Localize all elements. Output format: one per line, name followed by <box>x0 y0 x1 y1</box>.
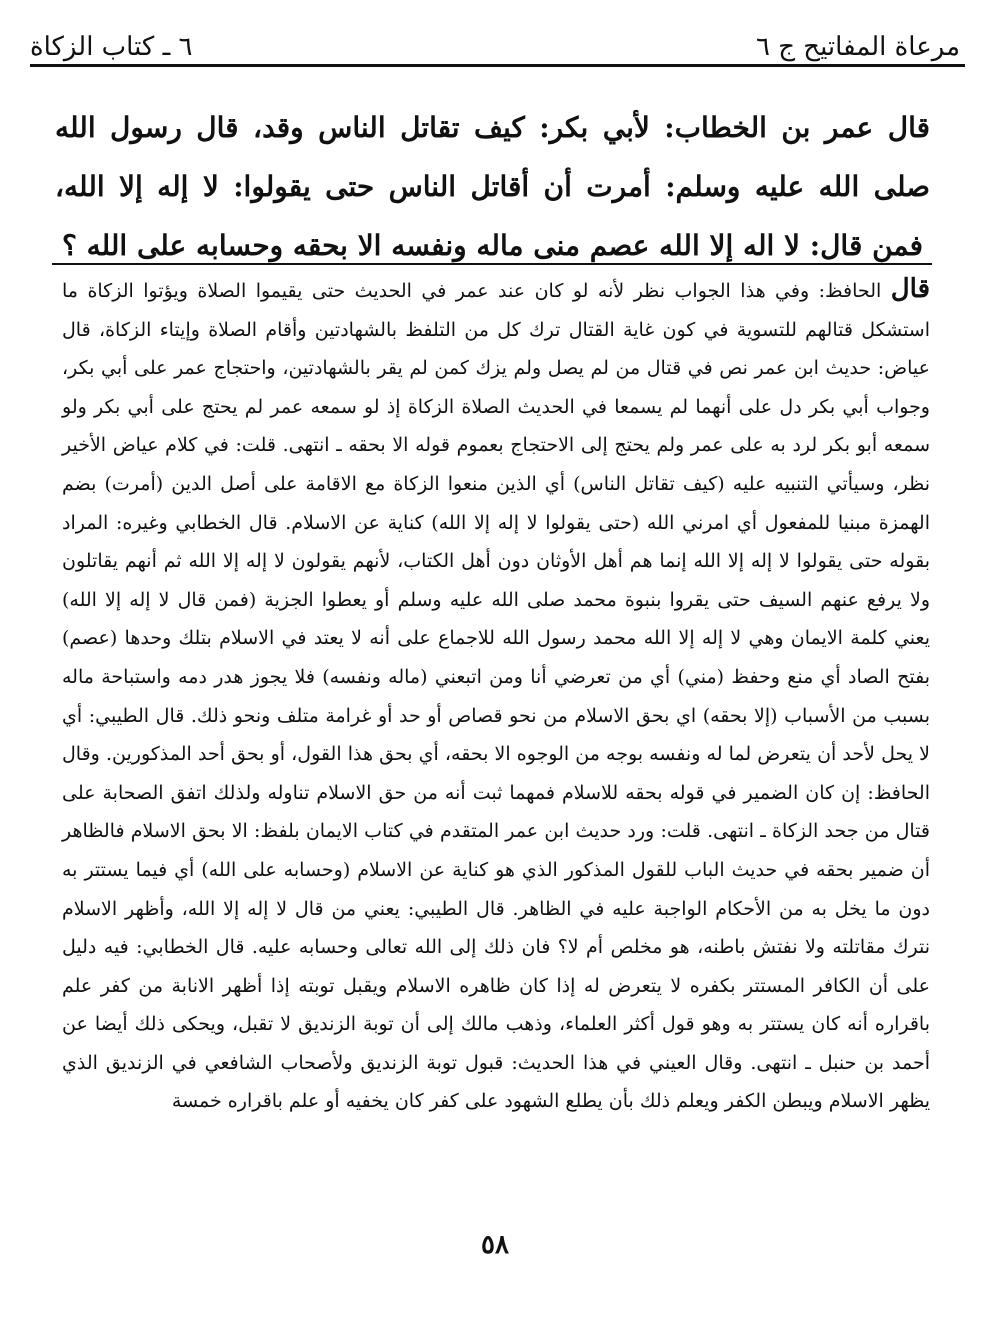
commentary-lead-word: قال <box>890 274 930 304</box>
header-book-title: مرعاة المفاتيح ج ٦ <box>756 32 960 62</box>
commentary-text <box>62 270 930 1121</box>
header-chapter-title: ٦ ـ كتاب الزكاة <box>30 32 193 62</box>
hadith-text: قال عمر بن الخطاب: لأبي بكر: كيف تقاتل الناس وقد، قال رسول الله صلى الله عليه وسلم: أمرت أن أقاتل الناس حتى يقولوا: لا إله إلا الله، فمن قال: لا اله إلا الله عصم منى ماله ونفسه الا بحقه وحسابه على الله ؟ <box>55 111 930 262</box>
section-divider <box>52 263 932 265</box>
page-number: ٥٨ <box>481 1230 509 1260</box>
page-header <box>30 14 960 60</box>
header-rule <box>30 64 965 67</box>
commentary-body: الحافظ: وفي هذا الجواب نظر لأنه لو كان عند عمر في الحديث حتى يقيموا الصلاة ويؤتوا الزكاة ما استشكل قتالهم للتسوية في كون غاية القتال ترك كل من التلفظ بالشهادتين وأقام الصلاة وإيتاء الزكاة، قال عياض: حديث ابن عمر نص في قتال من لم يصل ولم يزك كمن لم يقر بالشهادتين، واحتجاج عمر على أبي بكر، وجواب أبي بكر دل على أنهما لم يسمعا في الحديث الصلاة الزكاة إذ لو سمعه عمر لم يحتج على أبي بكر ولو سمعه أبو بكر لرد به على عمر ولم يحتج إلى الاحتجاج بعموم قوله الا بحقه ـ انتهى. قلت: في كلام عياض الأخير نظر، وسيأتي التنبيه عليه (كيف تقاتل الناس) أي الذين منعوا الزكاة مع الاقامة على أصل الدين (أمرت) بضم الهمزة مبنيا للمفعول أي امرني الله (حتى يقولوا لا إله إلا الله) كناية عن الاسلام. قال الخطابي وغيره: المراد بقوله حتى يقولوا لا إله إلا الله إنما هم أهل الأوثان دون أهل الكتاب، لأنهم يقولون لا إله إلا الله ثم أنهم يقاتلون ولا يرفع عنهم السيف حتى يقروا بنبوة محمد صلى الله عليه وسلم أو يعطوا الجزية (فمن قال لا إله إلا الله) يعني كلمة الايمان وهي لا إله إلا الله محمد رسول الله للاجماع على أنه لا يعتد في الاسلام بتلك وحدها (عصم) بفتح الصاد أي منع وحفظ (مني) أي من تعرضي أنا ومن اتبعني (ماله ونفسه) فلا يجوز هدر دمه واستباحة ماله بسبب من الأسباب (إلا بحقه) اي بحق الاسلام من نحو قصاص أو حد أو غرامة متلف ونحو ذلك. قال الطيبي: أي لا يحل لأحد أن يتعرض لما له ونفسه بوجه من الوجوه الا بحقه، أي بحق هذا القول، أو بحق أحد المذكورين. وقال الحافظ: إن كان الضمير في قوله بحقه للاسلام فمهما ثبت أنه من حق الاسلام تناوله ولذلك اتفق الصحابة على قتال من جحد الزكاة ـ انتهى. قلت: ورد حديث ابن عمر المتقدم في كتاب الايمان بلفظ: الا بحق الاسلام فالظاهر أن ضمير بحقه في حديث الباب للقول المذكور الذي هو كناية عن الاسلام (وحسابه على الله) أي فيما يستتر به دون ما يخل به من الأحكام الواجبة عليه في الظاهر. قال الطيبي: يعني من قال لا إله إلا الله، وأظهر الاسلام نترك مقاتلته ولا نفتش باطنه، هو مخلص أم لا؟ فان ذلك إلى الله تعالى وحسابه عليه. قال الخطابي: فيه دليل على أن الكافر المستتر بكفره لا يتعرض له إذا كان ظاهره الاسلام ويقبل توبته إذا أظهر الانابة من كفر علم باقراره أنه كان يستتر به وهو قول أكثر العلماء، وذهب مالك إلى أن توبة الزنديق لا تقبل، ويحكى ذلك أيضا عن أحمد بن حنبل ـ انتهى. وقال العيني في هذا الحديث: قبول توبة الزنديق ولأصحاب الشافعي في الزنديق الذي يظهر الاسلام ويبطن الكفر ويعلم ذلك بأن يطلع الشهود على كفر كان يخفيه أو علم باقراره خمسة <box>62 280 930 1113</box>
